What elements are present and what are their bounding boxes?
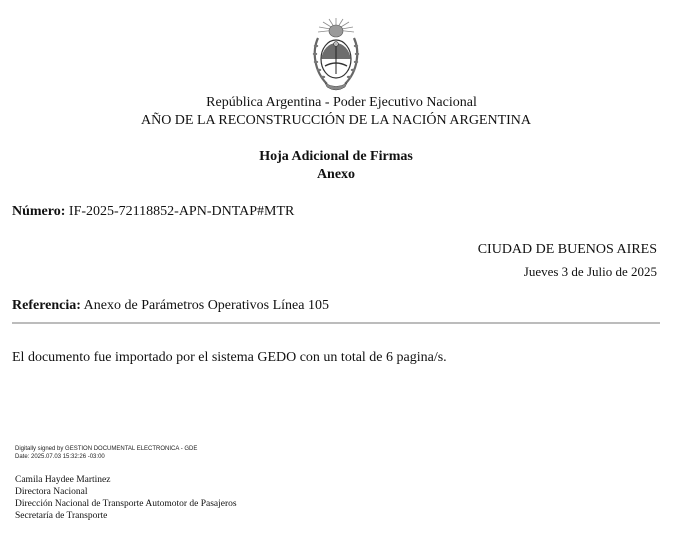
- signer-name: Camila Haydee Martinez: [15, 475, 111, 485]
- signer-secretariat: Secretaría de Transporte: [15, 511, 108, 521]
- digital-signature-stamp: [15, 445, 197, 461]
- document-number-value: IF-2025-72118852-APN-DNTAP#MTR: [68, 204, 295, 219]
- document-number-label: Número:: [12, 204, 66, 219]
- city: CIUDAD DE BUENOS AIRES: [477, 242, 657, 257]
- document-date: Jueves 3 de Julio de 2025: [523, 264, 657, 279]
- signer-office: Dirección Nacional de Transporte Automotor de Pasajeros: [15, 499, 237, 509]
- digital-signature-date: Date: 2025.07.03 15:32:26 -03:00: [15, 454, 105, 460]
- signer-role: Directora Nacional: [15, 487, 88, 497]
- reference-label: Referencia:: [12, 298, 81, 313]
- reference-value: Anexo de Parámetros Operativos Línea 105: [83, 298, 329, 313]
- divider: [12, 322, 660, 324]
- document-body: El documento fue importado por el sistema GEDO con un total de 6 pagina/s.: [12, 350, 447, 365]
- signer-block: [15, 474, 237, 522]
- document-title: Hoja Adicional de Firmas: [259, 149, 413, 164]
- document-subtitle: Anexo: [316, 167, 356, 182]
- year-motto: AÑO DE LA RECONSTRUCCIÓN DE LA NACIÓN ARGENTINA: [140, 113, 532, 128]
- digital-signature-line: Digitally signed by GESTION DOCUMENTAL ELECTRONICA - GDE: [15, 446, 198, 452]
- reference: [12, 298, 329, 314]
- coat-of-arms-icon: [309, 16, 363, 94]
- document-number: [12, 204, 294, 220]
- government-header: República Argentina - Poder Ejecutivo Nacional: [206, 95, 477, 110]
